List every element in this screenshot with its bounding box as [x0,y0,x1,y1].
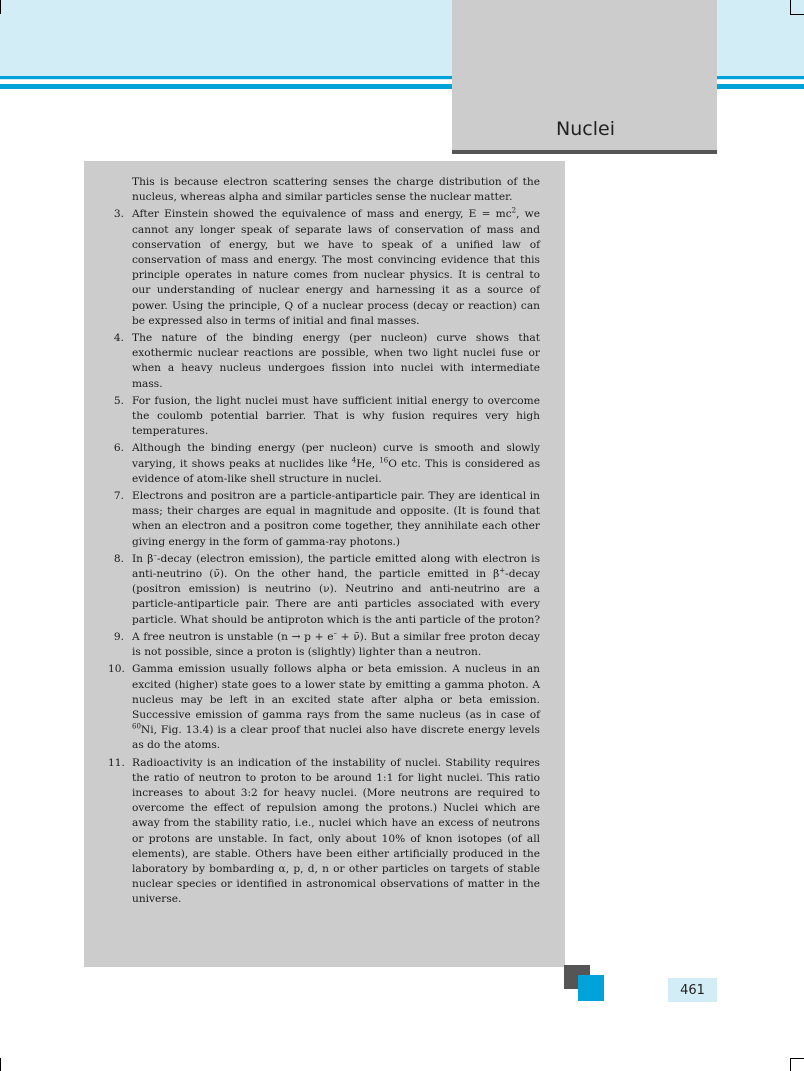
crop-mark [0,1058,1,1071]
item-number: 6. [113,442,124,455]
item-number: 4. [113,332,124,345]
points-list [108,207,540,907]
page-number: 461 [668,978,717,1002]
list-item: 11. Radioactivity is an indication of the instability of nuclei. Stability requires the ratio of neutron to proton to be around 1:1 for light nuclei. This ratio increases to about 3:2 for heavy nuclei. (More neutrons are required to overcome the effect of repulsion among the protons.) Nuclei which are away from the stability ratio, i.e., nuclei which have an excess of neutrons or protons are unstable. In fact, only about 10% of knon isotopes (of all elements), are stable. Others have been either artificially produced in the laboratory by bombarding α, p, d, n or other particles on targets of stable nuclear species or identified in astronomical observations of matter in the universe. [108,756,540,906]
crop-mark [790,14,804,15]
intro-paragraph: This is because electron scattering senses the charge distribution of the nucleus, whereas alpha and similar particles sense the nuclear matter. [132,176,540,204]
item-number: 10. [108,663,125,676]
list-item: 9. A free neutron is unstable (n → p + e– + ν̄). But a similar free proton decay is not possible, since a proton is (slightly) lighter than a neutron. [108,630,540,660]
crop-mark [790,1058,791,1071]
corner-square-blue [578,975,604,1001]
crop-mark [0,0,1,14]
points-text [108,175,540,910]
list-item: 8. In β–-decay (electron emission), the particle emitted along with electron is anti-neutrino (ν̄). On the other hand, the particle emitted in β+-decay (positron emission) is neutrino (ν). Neutrino and anti-neutrino are a particle-antiparticle pair. There are anti particles associated with every particle. What should be antiproton which is the anti particle of the proton? [108,552,540,628]
item-number: 7. [113,490,124,503]
item-number: 11. [108,756,125,769]
list-item: 5. For fusion, the light nuclei must have sufficient initial energy to overcome the coulomb potential barrier. That is why fusion requires very high temperatures. [108,394,540,440]
item-number: 9. [113,630,124,643]
list-item: 3. After Einstein showed the equivalence of mass and energy, $E = mc^2$, we cannot any longer speak of separate laws of conservation of mass and conservation of energy, but we have to speak of a unified law of conservation of mass and energy. The most convincing evidence that this principle operates in nature comes from nuclear physics. It is central to our understanding of nuclear energy and harnessing it as a source of power. Using the principle, Q of a nuclear process (decay or reaction) can be expressed also in terms of initial and final masses. [108,207,540,329]
points-to-ponder-panel [84,161,565,967]
item-number: 5. [113,394,124,407]
chapter-title: Nuclei [556,118,615,140]
list-item: 7. Electrons and positron are a particle-antiparticle pair. They are identical in mass; their charges are equal in magnitude and opposite. (It is found that when an electron and a positron come together, they annihilate each other giving energy in the form of gamma-ray photons.) [108,489,540,550]
list-item: 4. The nature of the binding energy (per nucleon) curve shows that exothermic nuclear reactions are possible, when two light nuclei fuse or when a heavy nucleus undergoes fission into nuclei with intermediate mass. [108,331,540,392]
list-item: 6. Although the binding energy (per nucleon) curve is smooth and slowly varying, it shows peaks at nuclides like $^4$He, $^{16}$O etc. This is considered as evidence of atom-like shell structure in nuclei. [108,441,540,487]
item-number: 3. [113,208,124,221]
chapter-title-box [452,0,717,154]
item-number: 8. [113,552,124,565]
crop-mark [790,1058,804,1059]
crop-mark [790,0,791,14]
list-item: 10. Gamma emission usually follows alpha or beta emission. A nucleus in an excited (higher) state goes to a lower state by emitting a gamma photon. A nucleus may be left in an excited state after alpha or beta emission. Successive emission of gamma rays from the same nucleus (as in case of $^{60}$Ni, Fig. 13.4) is a clear proof that nuclei also have discrete energy levels as do the atoms. [108,663,540,752]
